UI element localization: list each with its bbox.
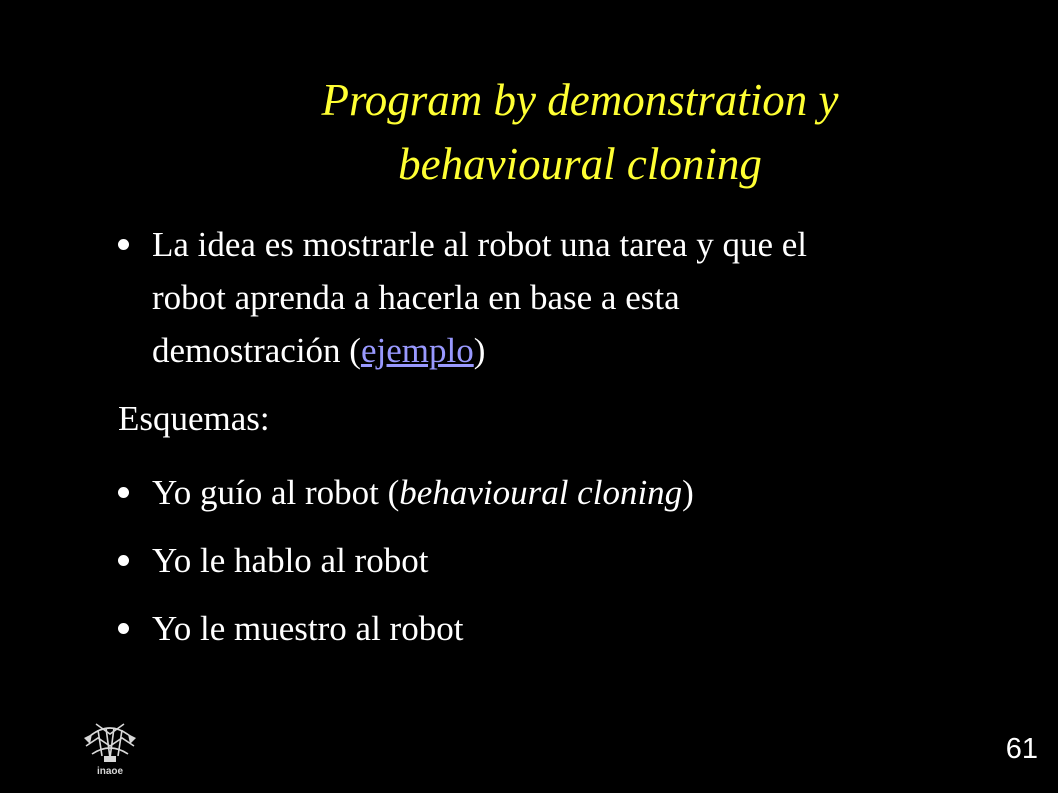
bullet-intro-line-1: La idea es mostrarle al robot una tarea y que el (152, 225, 807, 264)
scheme-1-suffix: ) (682, 473, 694, 512)
bullet-scheme-1-text (152, 466, 694, 519)
example-link[interactable]: ejemplo (360, 331, 474, 370)
institution-logo-icon (80, 716, 140, 778)
bullet-intro-line-3 (152, 324, 807, 377)
slide-title-line-1: Program by demonstration y (321, 75, 839, 125)
slide-title (160, 68, 1000, 196)
slide-title-line-2: behavioural cloning (398, 139, 762, 189)
line-3-suffix: ) (473, 331, 486, 370)
bullet-dot-icon (118, 623, 129, 634)
page-number: 61 (1005, 733, 1038, 765)
bullet-dot-icon (118, 239, 129, 250)
scheme-1-prefix: Yo guío al robot ( (152, 473, 400, 512)
logo-text: inaoe (96, 766, 124, 777)
line-3-prefix: demostración ( (152, 331, 361, 370)
bullet-scheme-2-text: Yo le hablo al robot (152, 541, 429, 580)
bullet-intro-line-2: robot aprenda a hacerla en base a esta (152, 278, 680, 317)
schemes-label: Esquemas: (118, 399, 270, 438)
bullet-dot-icon (118, 487, 129, 498)
bullet-scheme-3-text: Yo le muestro al robot (152, 609, 464, 648)
scheme-1-italic: behavioural cloning (399, 473, 683, 512)
bullet-dot-icon (118, 555, 129, 566)
